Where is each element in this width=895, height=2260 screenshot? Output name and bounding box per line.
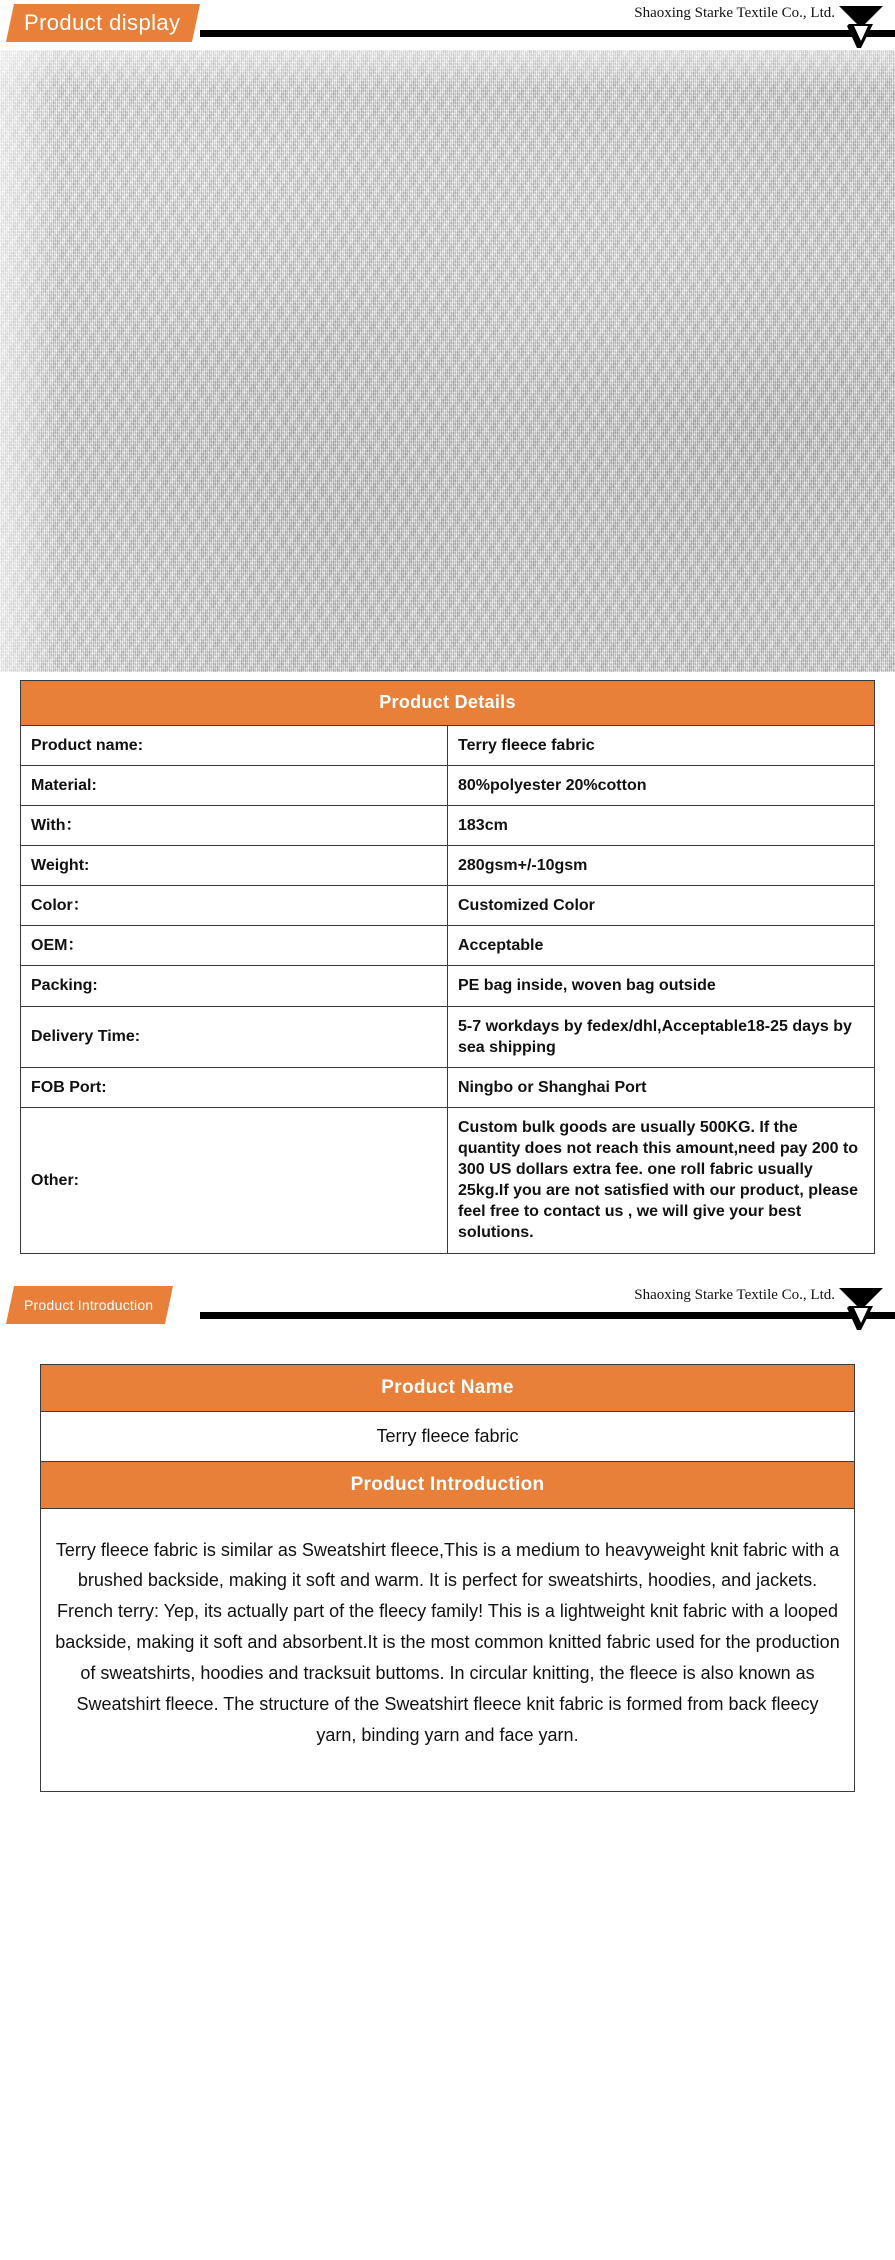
- row-key: Delivery Time:: [21, 1006, 448, 1067]
- row-value: Acceptable: [448, 926, 875, 966]
- banner-tag-label: Product Introduction: [24, 1296, 154, 1313]
- table-row: [41, 1411, 855, 1461]
- row-value: Custom bulk goods are usually 500KG. If the quantity does not reach this amount,need pay 200 to 300 US dollars extra fee. one roll fabric usually 25kg.If you are not satisfied with our product, please feel free to contact us , we will give your best solutions.: [448, 1107, 875, 1253]
- hero-left-fade: [0, 50, 60, 672]
- row-value: 280gsm+/-10gsm: [448, 846, 875, 886]
- row-value: PE bag inside, woven bag outside: [448, 966, 875, 1006]
- row-value: 183cm: [448, 805, 875, 845]
- table-row: [21, 765, 875, 805]
- row-key: OEM：: [21, 926, 448, 966]
- product-introduction-section: [0, 1364, 895, 1793]
- table-row: [21, 926, 875, 966]
- table-header-row: [41, 1461, 855, 1508]
- row-key: Color：: [21, 886, 448, 926]
- product-details-table: [20, 680, 875, 1254]
- table-row: [21, 1107, 875, 1253]
- product-introduction-table: [40, 1364, 855, 1793]
- row-key: FOB Port:: [21, 1067, 448, 1107]
- banner-rule: [200, 30, 895, 37]
- table-row: [21, 846, 875, 886]
- table-row: [21, 805, 875, 845]
- row-value: Terry fleece fabric: [448, 725, 875, 765]
- spacer: [0, 1332, 895, 1364]
- company-name: Shaoxing Starke Textile Co., Ltd.: [630, 1287, 839, 1304]
- product-details-header: Product Details: [21, 681, 875, 726]
- row-value: 80%polyester 20%cotton: [448, 765, 875, 805]
- banner-tag-product-display: [6, 4, 200, 42]
- section-banner-product-display: [0, 0, 895, 50]
- inverted-triangle-logo-icon: [835, 4, 887, 50]
- section-banner-product-introduction: [0, 1282, 895, 1332]
- row-value: 5-7 workdays by fedex/dhl,Acceptable18-25 days by sea shipping: [448, 1006, 875, 1067]
- table-row: [21, 966, 875, 1006]
- table-row: [21, 886, 875, 926]
- product-name-header: Product Name: [41, 1364, 855, 1411]
- table-header-row: [21, 681, 875, 726]
- row-value: Ningbo or Shanghai Port: [448, 1067, 875, 1107]
- banner-tag-product-introduction: [6, 1286, 173, 1324]
- table-header-row: [41, 1364, 855, 1411]
- table-row: [21, 1006, 875, 1067]
- fabric-grain-overlay: [0, 50, 895, 672]
- product-introduction-body: Terry fleece fabric is similar as Sweatshirt fleece,This is a medium to heavyweight knit fabric with a brushed backside, making it soft and warm. It is perfect for sweatshirts, hoodies, and jackets. French terry: Yep, its actually part of the fleecy family! This is a lightweight knit fabric with a looped backside, making it soft and absorbent.It is the most common knitted fabric used for the production of sweatshirts, hoodies and tracksuit buttoms. In circular knitting, the fleece is also known as Sweatshirt fleece. The structure of the Sweatshirt fleece knit fabric is formed from back fleecy yarn, binding yarn and face yarn.: [41, 1508, 855, 1792]
- inverted-triangle-logo-icon: [835, 1286, 887, 1332]
- spacer: [0, 1254, 895, 1282]
- row-key: With：: [21, 805, 448, 845]
- product-hero-image: [0, 50, 895, 672]
- spacer: [0, 672, 895, 680]
- banner-rule: [200, 1312, 895, 1319]
- table-row: [41, 1508, 855, 1792]
- row-value: Customized Color: [448, 886, 875, 926]
- banner-tag-label: Product display: [24, 10, 181, 35]
- product-introduction-header: Product Introduction: [41, 1461, 855, 1508]
- table-row: [21, 725, 875, 765]
- hero-top-fade: [0, 50, 895, 90]
- row-key: Material:: [21, 765, 448, 805]
- product-details-section: [0, 680, 895, 1254]
- table-row: [21, 1067, 875, 1107]
- row-key: Other:: [21, 1107, 448, 1253]
- product-name-value: Terry fleece fabric: [41, 1411, 855, 1461]
- row-key: Product name:: [21, 725, 448, 765]
- row-key: Weight:: [21, 846, 448, 886]
- row-key: Packing:: [21, 966, 448, 1006]
- company-name: Shaoxing Starke Textile Co., Ltd.: [630, 5, 839, 22]
